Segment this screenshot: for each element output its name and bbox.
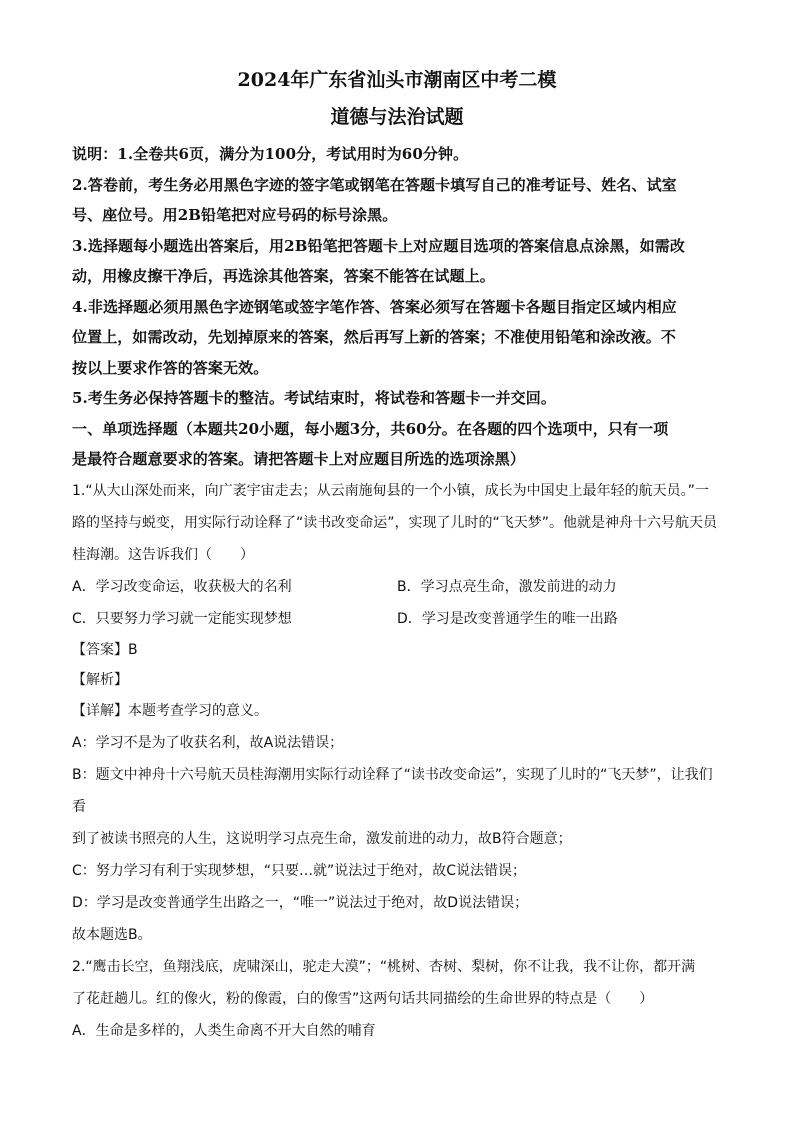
instruction-line: 4.非选择题必须用黑色字迹钢笔或签字笔作答、答案必须写在答题卡各题目指定区域内相应 <box>72 297 677 316</box>
explanation-line: D：学习是改变普通学生出路之一，“唯一”说法过于绝对，故D说法错误； <box>72 894 529 911</box>
option-a: A．学习改变命运，收获极大的名利 <box>72 578 292 595</box>
conclusion-line: 故本题选B。 <box>72 926 152 943</box>
option-d: D．学习是改变普通学生的唯一出路 <box>397 610 618 627</box>
instruction-line: 动，用橡皮擦干净后，再选涂其他答案，答案不能答在试题上。 <box>72 267 495 285</box>
instructions-block <box>72 139 722 475</box>
option-b: B．学习点亮生命，激发前进的动力 <box>397 578 617 595</box>
instruction-line: 5.考生务必保持答题卡的整洁。考试结束时，将试卷和答题卡一并交回。 <box>72 389 556 407</box>
question-1 <box>72 475 722 951</box>
page-title: 2024年广东省汕头市潮南区中考二模 <box>237 69 557 91</box>
answer-label: 【答案】B <box>72 641 138 658</box>
detail-line: 【详解】本题考查学习的意义。 <box>72 702 268 719</box>
question-2 <box>72 951 722 1047</box>
question-stem: 路的坚持与蜕变，用实际行动诠释了“读书改变命运”，实现了儿时的“飞天梦”。他就是神舟十六号航天员 <box>72 514 718 531</box>
analysis-label: 【解析】 <box>72 671 128 688</box>
question-stem: 1.“从大山深处而来，向广袤宇宙走去；从云南施甸县的一个小镇，成长为中国史上最年轻的航天员。”一 <box>72 482 709 499</box>
section-heading: 是最符合题意要求的答案。请把答题卡上对应题目所选的选项涂黑） <box>72 450 526 468</box>
instruction-line: 3.选择题每小题选出答案后，用2B铅笔把答题卡上对应题目选项的答案信息点涂黑，如需改 <box>72 236 685 255</box>
instruction-line: 位置上，如需改动，先划掉原来的答案，然后再写上新的答案；不准使用铅笔和涂改液。不 <box>72 328 677 346</box>
section-heading: 一、单项选择题（本题共20小题，每小题3分，共60分。在各题的四个选项中，只有一项 <box>72 419 669 438</box>
explanation-line: 到了被读书照亮的人生，这说明学习点亮生命，激发前进的动力，故B符合题意； <box>72 830 572 847</box>
option-a: A．生命是多样的，人类生命离不开大自然的哺育 <box>72 1022 376 1039</box>
instruction-line: 2.答卷前，考生务必用黑色字迹的签字笔或钢笔在答题卡填写自己的准考证号、姓名、试室 <box>72 175 677 194</box>
explanation-line: C：努力学习有利于实现梦想，“只要…就”说法过于绝对，故C说法错误； <box>72 862 527 879</box>
explanation-line: B：题文中神舟十六号航天员桂海潮用实际行动诠释了“读书改变命运”，实现了儿时的“飞天梦”，让我们看 <box>72 766 713 815</box>
instruction-line: 按以上要求作答的答案无效。 <box>72 358 269 377</box>
options-row <box>72 571 722 603</box>
page-subtitle: 道德与法治试题 <box>330 106 464 128</box>
instruction-line: 号、座位号。用2B铅笔把对应号码的标号涂黑。 <box>72 206 398 224</box>
instruction-line: 说明：1.全卷共6页，满分为100分，考试用时为60分钟。 <box>72 145 469 163</box>
explanation-line: A：学习不是为了收获名利，故A说法错误； <box>72 734 344 751</box>
question-stem: 桂海潮。这告诉我们（ ） <box>72 546 254 563</box>
question-stem: 了花赶趟儿。红的像火，粉的像霞，白的像雪”这两句话共同描绘的生命世界的特点是（ ） <box>72 990 654 1007</box>
options-row <box>72 603 722 635</box>
question-stem: 2.“鹰击长空，鱼翔浅底，虎啸深山，驼走大漠”；“桃树、杏树、梨树，你不让我，我不让你，都开满 <box>72 958 696 975</box>
option-c: C．只要努力学习就一定能实现梦想 <box>72 610 292 627</box>
